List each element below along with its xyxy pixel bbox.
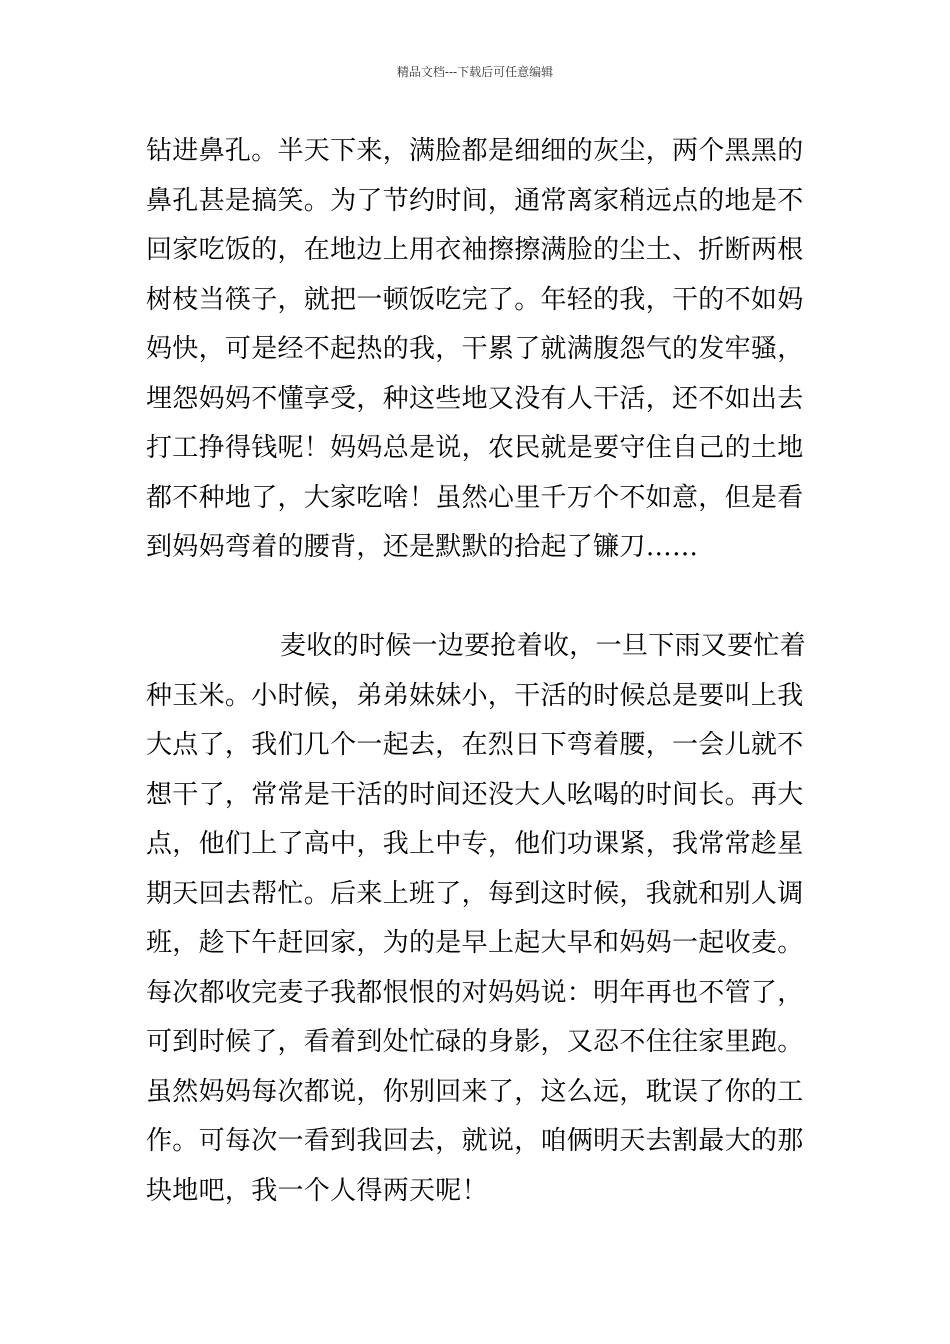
text-line: 回家吃饭的，在地边上用衣袖擦擦满脸的尘土、折断两根 (146, 235, 804, 265)
text-line: 鼻孔甚是搞笑。为了节约时间，通常离家稍远点的地是不 (146, 185, 804, 216)
text-line: 打工挣得钱呢！妈妈总是说，农民就是要守住自己的土地 (146, 433, 804, 463)
text-line: 块地吧，我一个人得两天呢！ (146, 1175, 488, 1206)
text-line: 种玉米。小时候，弟弟妹妹小，干活的时候总是要叫上我 (146, 680, 804, 711)
text-line: 钻进鼻孔。半天下来，满脸都是细细的灰尘，两个黑黑的 (146, 136, 804, 166)
text-line: 妈快，可是经不起热的我，干累了就满腹怨气的发牢骚， (146, 334, 804, 364)
text-line: 可到时候了，看着到处忙碌的身影，又忍不住往家里跑。 (146, 1027, 804, 1057)
paragraph-1 (146, 127, 816, 573)
text-line: 埋怨妈妈不懂享受，种这些地又没有人干活，还不如出去 (146, 383, 804, 414)
text-line: 每次都收完麦子我都恨恨的对妈妈说：明年再也不管了， (146, 977, 804, 1008)
text-line-indented: 麦收的时候一边要抢着收，一旦下雨又要忙着 (280, 631, 807, 661)
text-line: 到妈妈弯着的腰背，还是默默的拾起了镰刀…… (146, 532, 699, 562)
text-line: 大点了，我们几个一起去，在烈日下弯着腰，一会儿就不 (146, 730, 804, 760)
page-header: 精品文档---下载后可任意编辑 (396, 65, 554, 79)
text-line: 班，趁下午赶回家，为的是早上起大早和妈妈一起收麦。 (146, 928, 804, 958)
text-line: 虽然妈妈每次都说，你别回来了，这么远，耽误了你的工 (146, 1076, 804, 1107)
text-line: 想干了，常常是干活的时间还没大人吆喝的时间长。再大 (146, 779, 804, 810)
paragraph-2 (146, 622, 816, 1216)
text-line: 点，他们上了高中，我上中专，他们功课紧，我常常趁星 (146, 829, 804, 859)
text-line: 期天回去帮忙。后来上班了，每到这时候，我就和别人调 (146, 878, 804, 909)
text-line: 树枝当筷子，就把一顿饭吃完了。年轻的我，干的不如妈 (146, 284, 804, 315)
text-line: 作。可每次一看到我回去，就说，咱俩明天去割最大的那 (146, 1126, 804, 1156)
text-line: 都不种地了，大家吃啥！虽然心里千万个不如意，但是看 (146, 482, 804, 513)
